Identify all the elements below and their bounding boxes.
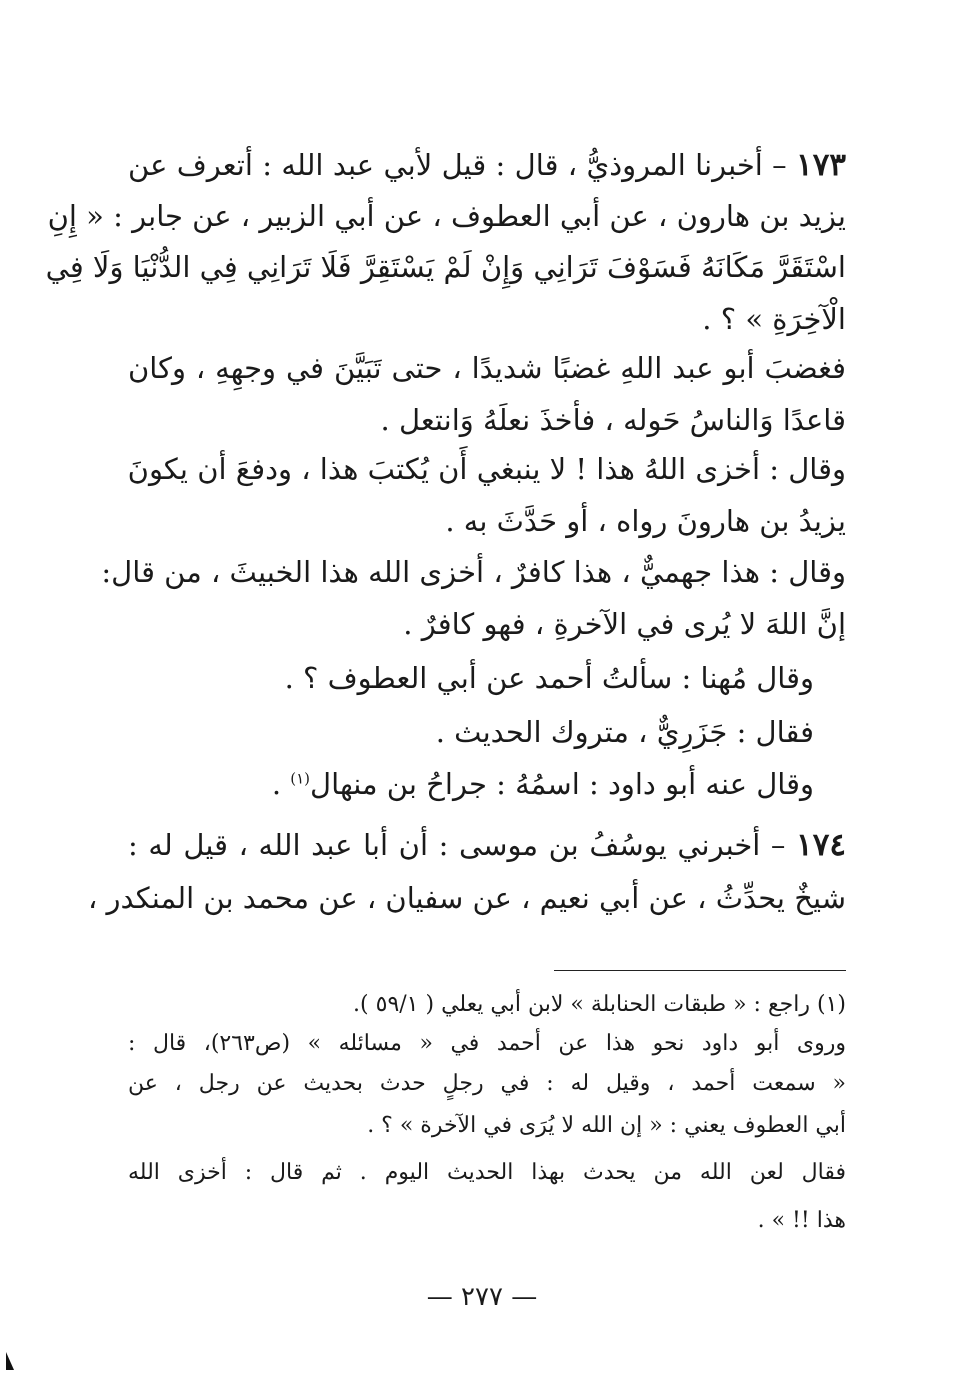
text-line [128,827,846,863]
hadith-number: ١٧٣ [796,147,846,183]
footnote-line: وروى أبو داود نحو هذا عن أحمد في « مسائله » (ص٢٦٣)، قال : [128,1031,846,1056]
quran-line: اسْتَقَرَّ مَكَانَهُ فَسَوْفَ تَرَانِي وَإِنْ لَمْ يَسْتَقِرَّ فَلَا تَرَانِي فِي الدُّنْيَا وَلَا فِي [45,250,846,284]
corner-mark-icon [6,1352,14,1370]
text-line [128,147,846,183]
text-line: قاعدًا وَالناسُ حَوله ، فأخذَ نعلَهُ وَانتعل . [380,403,846,437]
footnote-ref[interactable]: (١) [290,769,311,788]
hadith-number: ١٧٤ [796,827,846,863]
text-line: وقال : هذا جهميٌّ ، هذا كافرٌ ، أخزى الله هذا الخبيثَ ، من قال: [101,555,846,589]
text-line: يزيدُ بن هارونَ رواه ، أو حَدَّثَ به . [445,504,846,538]
footnote-line: (١) راجع : « طبقات الحنابلة » لابن أبي يعلي ( ٥٩/١ ). [353,992,846,1017]
text-line: إنَّ اللهَ لا يُرى في الآخرةِ ، فهو كافرٌ . [403,607,846,641]
text-line: يزيد بن هارون ، عن أبي العطوف ، عن أبي الزبير ، عن جابر : « إِنِ [47,199,846,233]
line-text: . [271,767,291,801]
text-line: فغضبَ أبو عبد اللهِ غضبًا شديدًا ، حتى تَبَيَّنَ في وجهِهِ ، وكان [128,351,846,385]
footnote-divider [554,970,846,971]
text-line: شيخٌ يحدِّثُ ، عن أبي نعيم ، عن سفيان ، عن محمد بن المنكدر ، [87,881,846,915]
line-text: وقال عنه أبو داود : اسمُهُ : جراحُ بن منهال [310,767,814,801]
line-text: – أخبرنا المروذيُّ ، قال : قيل لأبي عبد الله : أتعرف عن [128,148,797,182]
text-line: فقال : جَزَرِيٌّ ، متروك الحديث . [435,715,814,749]
footnote-line: فقال لعن الله من يحدث بهذا الحديث اليوم . ثم قال : أخزى الله [128,1160,846,1185]
text-line [128,767,814,801]
footnote-line: أبي العطوف يعني : « إن الله لا يُرَى في الآخرة » ؟ . [367,1113,846,1138]
text-line: وقال : أخزى اللهُ هذا ! لا ينبغي أَن يُكتبَ هذا ، ودفعَ أن يكونَ [127,452,846,486]
footnote-line: هذا !! » . [757,1208,846,1233]
footnote-line: « سمعت أحمد ، وقيل له : في رجلٍ حدث بحديث عن رجل ، عن [128,1071,846,1096]
text-line: الْآخِرَةِ » ؟ . [702,302,846,336]
line-text: – أخبرني يوسُفُ بن موسى : أن أبا عبد الله ، قيل له : [128,828,797,862]
text-line: وقال مُهنا : سألتُ أحمد عن أبي العطوف ؟ . [284,661,814,695]
page-number: — ٢٧٧ — [426,1282,538,1312]
